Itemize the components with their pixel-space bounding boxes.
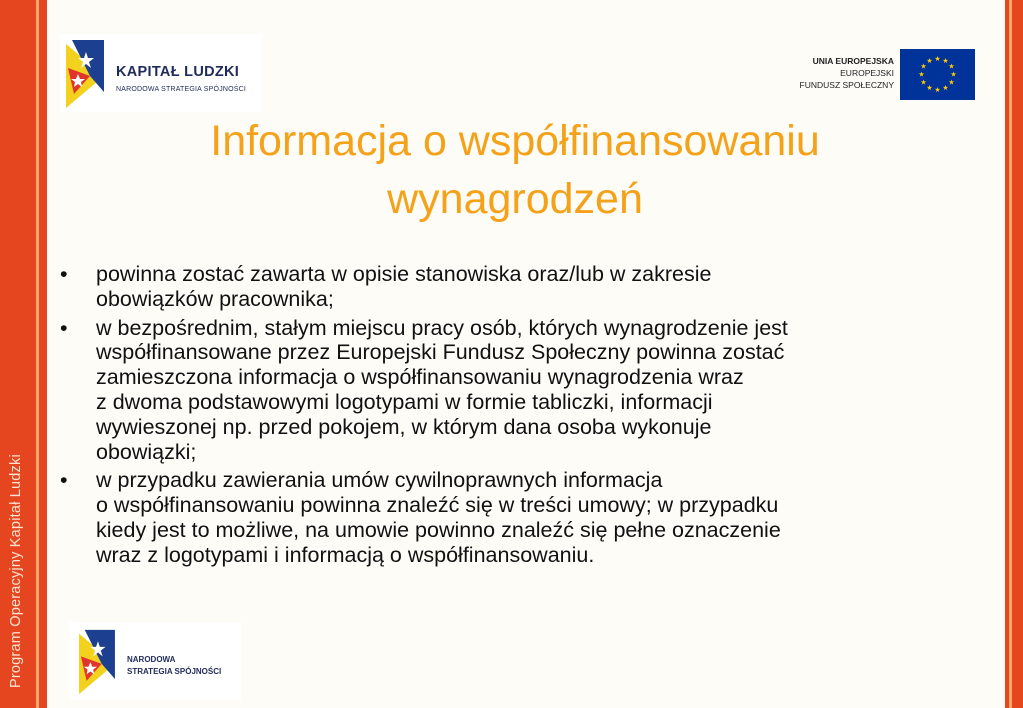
nss-logo-text	[127, 654, 221, 678]
eu-logo-line2: EUROPEJSKI	[840, 68, 894, 78]
bullet-item	[58, 262, 958, 312]
svg-text:★: ★	[926, 84, 933, 92]
bullet-dot: •	[60, 468, 68, 493]
nss-logo-line1: NARODOWA	[127, 655, 176, 664]
nss-emblem-icon	[77, 628, 117, 696]
svg-text:★: ★	[948, 62, 955, 71]
bullet-line: zamieszczona informacja o współfinansowaniu wynagrodzenia wraz	[96, 365, 744, 390]
bullet-line: z dwoma podstawowymi logotypami w formie tabliczki, informacji	[96, 389, 713, 414]
svg-text:★: ★	[950, 70, 957, 79]
bullet-line: kiedy jest to możliwe, na umowie powinno znaleźć się pełne oznaczenie	[96, 517, 781, 542]
bullet-dot: •	[60, 262, 68, 286]
eu-logo-text	[784, 55, 894, 91]
nss-logo-line2: STRATEGIA SPÓJNOŚCI	[127, 667, 222, 676]
svg-text:★: ★	[926, 57, 933, 65]
bullet-line: w przypadku zawierania umów cywilnoprawnych informacja	[96, 468, 663, 493]
nss-emblem-icon	[64, 38, 106, 110]
left-bar-stripe	[36, 0, 39, 708]
program-caption: Program Operacyjny Kapitał Ludzki	[8, 454, 24, 688]
svg-text:★: ★	[920, 62, 927, 71]
bullet-item	[58, 468, 958, 567]
kapital-ludzki-subtitle: NARODOWA STRATEGIA SPÓJNOŚCI	[116, 86, 247, 93]
svg-text:★: ★	[948, 78, 955, 87]
bullet-line: wraz z logotypami i informacją o współfinansowaniu.	[96, 542, 595, 567]
bullet-line: obowiązki;	[96, 439, 197, 464]
eu-efs-logo	[784, 47, 976, 102]
page-title	[80, 112, 950, 228]
right-accent-bar	[1005, 0, 1023, 708]
svg-text:★: ★	[942, 84, 949, 92]
kapital-ludzki-title: KAPITAŁ LUDZKI	[116, 64, 240, 80]
left-accent-bar	[0, 0, 47, 708]
eu-flag-icon	[900, 49, 975, 100]
bullet-line: w bezpośrednim, stałym miejscu pracy osób, których wynagrodzenie jest	[96, 315, 788, 340]
kapital-ludzki-logo	[60, 34, 262, 112]
bullet-line: obowiązków pracownika;	[96, 286, 334, 311]
bullet-item	[58, 316, 958, 465]
svg-text:★: ★	[942, 57, 949, 65]
right-bar-stripe	[1009, 0, 1012, 708]
svg-text:★: ★	[918, 70, 925, 79]
bullet-line: o współfinansowaniu powinna znaleźć się w treści umowy; w przypadku	[96, 493, 779, 518]
bullet-dot: •	[60, 315, 68, 340]
svg-text:★: ★	[934, 55, 941, 63]
bullet-line: powinna zostać zawarta w opisie stanowiska oraz/lub w zakresie	[96, 262, 712, 286]
svg-text:★: ★	[934, 86, 941, 94]
title-line-1: Informacja o współfinansowaniu	[210, 117, 820, 165]
title-line-2: wynagrodzeń	[387, 175, 643, 223]
bullet-line: wywieszonej np. przed pokojem, w którym dana osoba wykonuje	[96, 414, 712, 439]
nss-logo	[69, 622, 241, 700]
bullet-line: współfinansowane przez Europejski Fundusz Społeczny powinna zostać	[96, 340, 785, 365]
svg-text:★: ★	[920, 78, 927, 87]
bullet-list	[58, 262, 958, 572]
eu-logo-line3: FUNDUSZ SPOŁECZNY	[799, 80, 894, 90]
eu-logo-line1: UNIA EUROPEJSKA	[812, 56, 894, 66]
